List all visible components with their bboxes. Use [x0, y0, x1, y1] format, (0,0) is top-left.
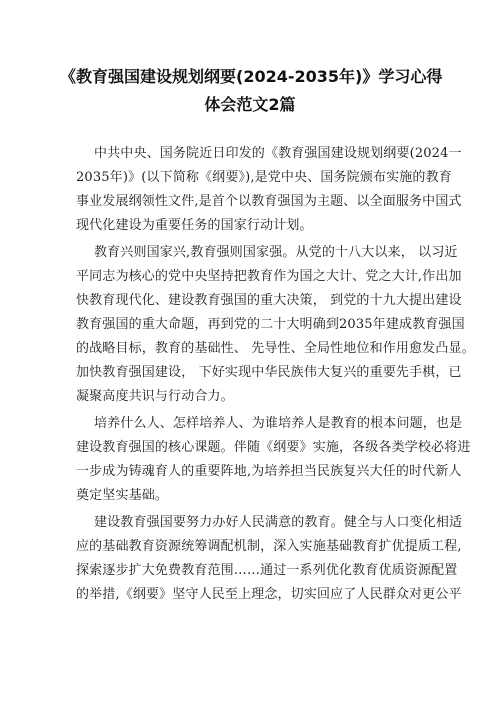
paragraph-line: 应的基础教育资源统筹调配机制，深入实施基础教育扩优提质工程,	[76, 539, 462, 554]
paragraph-line: 培养什么人、怎样培养人、为谁培养人是教育的根本问题，也是	[94, 416, 463, 431]
document-title-line-1: 《教育强国建设规划纲要(2024-2035年)》学习心得	[60, 67, 443, 86]
paragraph-line: 的战略目标，教育的基础性、 先导性、全局性地位和作用愈发凸显。	[76, 341, 475, 356]
paragraph-line: 快教育现代化、建设教育强国的重大决策， 到党的十九大提出建设	[76, 293, 462, 308]
paragraph-line: 凝聚高度共识与行动合力。	[76, 389, 234, 404]
document-title-line-2: 体会范文2篇	[204, 95, 296, 114]
paragraph-line: 建设教育强国的核心课题。伴随《纲要》实施，各级各类学校必将进	[76, 440, 471, 455]
paragraph-line: 奠定坚实基础。	[76, 488, 169, 503]
paragraph-line: 的举措,《纲要》坚守人民至上理念，切实回应了人民群众对更公平	[76, 587, 462, 602]
paragraph-line: 教育强国的重大命题，再到党的二十大明确到2035年建成教育强国	[76, 317, 465, 332]
paragraph-line: 一步成为铸魂育人的重要阵地,为培养担当民族复兴大任的时代新人	[76, 464, 462, 479]
paragraph-line: 加快教育强国建设， 下好实现中华民族伟大复兴的重要先手棋，已	[76, 365, 462, 380]
paragraph-line: 2035年)》(以下简称《纲要》),是党中央、国务院颁布实施的教育	[76, 170, 452, 185]
paragraph-line: 教育兴则国家兴,教育强则国家强。从党的十八大以来， 以习近	[94, 245, 458, 260]
paragraph-line: 探索逐步扩大免费教育范围……通过一系列优化教育优质资源配置	[76, 563, 458, 578]
paragraph-line: 事业发展纲领性文件,是首个以教育强国为主题、以全面服务中国式	[76, 194, 462, 209]
paragraph-line: 中共中央、国务院近日印发的《教育强国建设规划纲要(2024一	[94, 146, 462, 161]
paragraph-line: 现代化建设为重要任务的国家行动计划。	[76, 218, 313, 233]
paragraph-line: 建设教育强国要努力办好人民满意的教育。健全与人口变化相适	[94, 515, 463, 530]
paragraph-line: 平同志为核心的党中央坚持把教育作为国之大计、党之大计,作出加	[76, 269, 462, 284]
